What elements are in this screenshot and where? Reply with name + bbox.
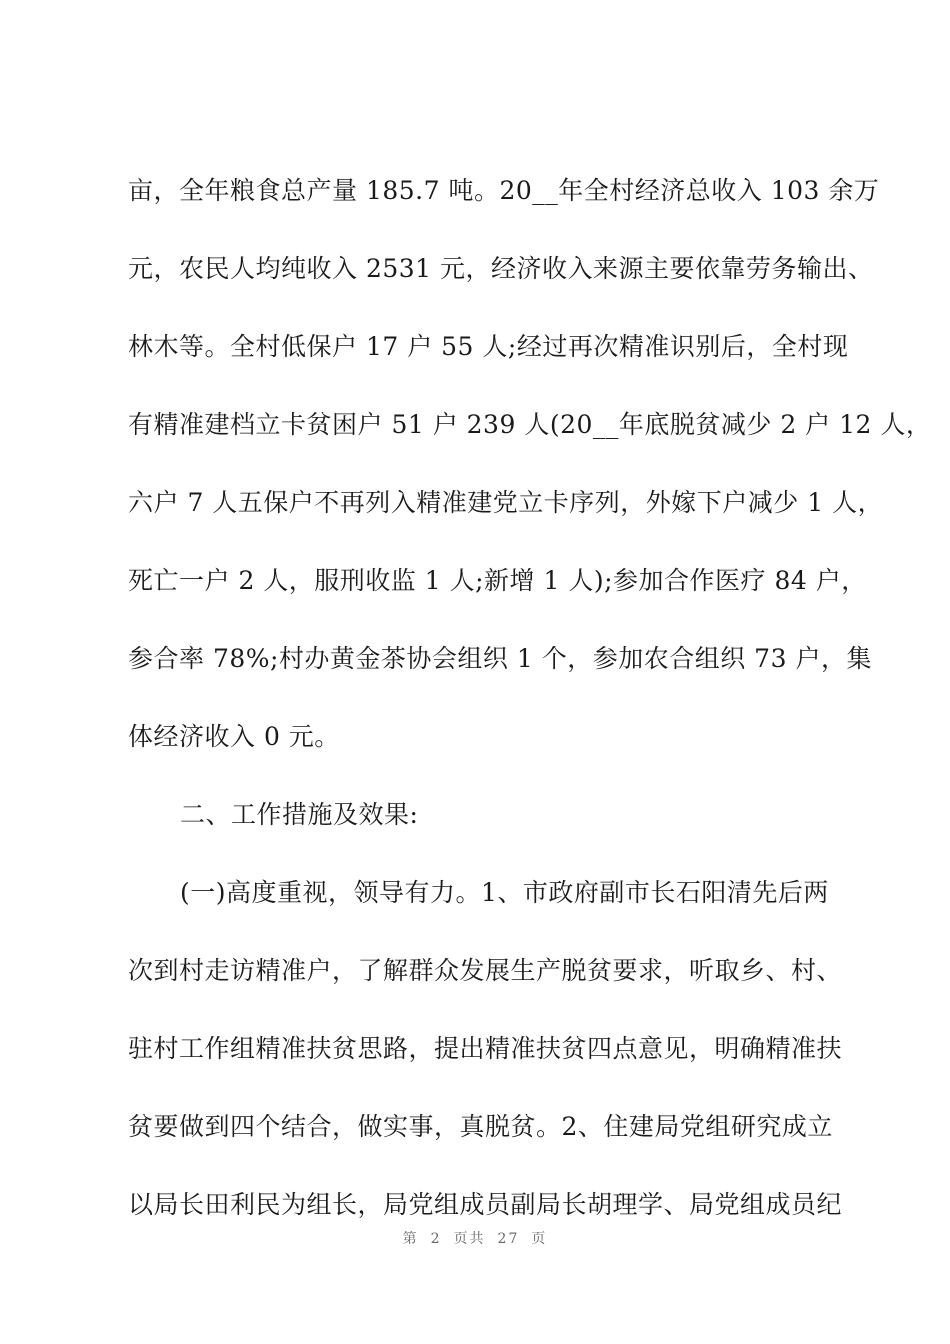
body-line-5: 六户 7 人五保户不再列入精准建党立卡序列，外嫁下户减少 1 人， [128, 488, 884, 517]
body-line-2: 元，农民人均纯收入 2531 元，经济收入来源主要依靠劳务输出、 [128, 254, 874, 283]
body-line-12: 驻村工作组精准扶贫思路，提出精准扶贫四点意见，明确精准扶 [128, 1034, 843, 1063]
body-line-4: 有精准建档立卡贫困户 51 户 239 人(20__年底脱贫减少 2 户 12 人， [128, 410, 932, 439]
footer-prefix: 第 [402, 1231, 419, 1247]
body-line-7: 参合率 78%;村办黄金茶协会组织 1 个，参加农合组织 73 户，集 [128, 644, 872, 673]
section-heading: 二、工作措施及效果: [180, 800, 419, 829]
body-line-10: (一)高度重视，领导有力。1、市政府副市长石阳清先后两 [180, 878, 829, 907]
footer-suffix: 页 [531, 1231, 548, 1247]
footer-total-pages: 27 [497, 1231, 520, 1247]
body-line-11: 次到村走访精准户，了解群众发展生产脱贫要求，听取乡、村、 [128, 956, 843, 985]
footer-page-number: 2 [430, 1231, 442, 1247]
body-line-3: 林木等。全村低保户 17 户 55 人;经过再次精准识别后，全村现 [128, 332, 849, 361]
body-line-6: 死亡一户 2 人，服刑收监 1 人;新增 1 人);参加合作医疗 84 户， [128, 566, 867, 595]
footer-middle: 页共 [453, 1231, 486, 1247]
body-line-8: 体经济收入 0 元。 [128, 722, 340, 751]
body-line-13: 贫要做到四个结合，做实事，真脱贫。2、住建局党组研究成立 [128, 1112, 833, 1141]
body-line-1: 亩，全年粮食总产量 185.7 吨。20__年全村经济总收入 103 余万 [128, 176, 880, 205]
body-line-14: 以局长田利民为组长，局党组成员副局长胡理学、局党组成员纪 [128, 1190, 843, 1219]
page-footer [0, 1228, 950, 1248]
